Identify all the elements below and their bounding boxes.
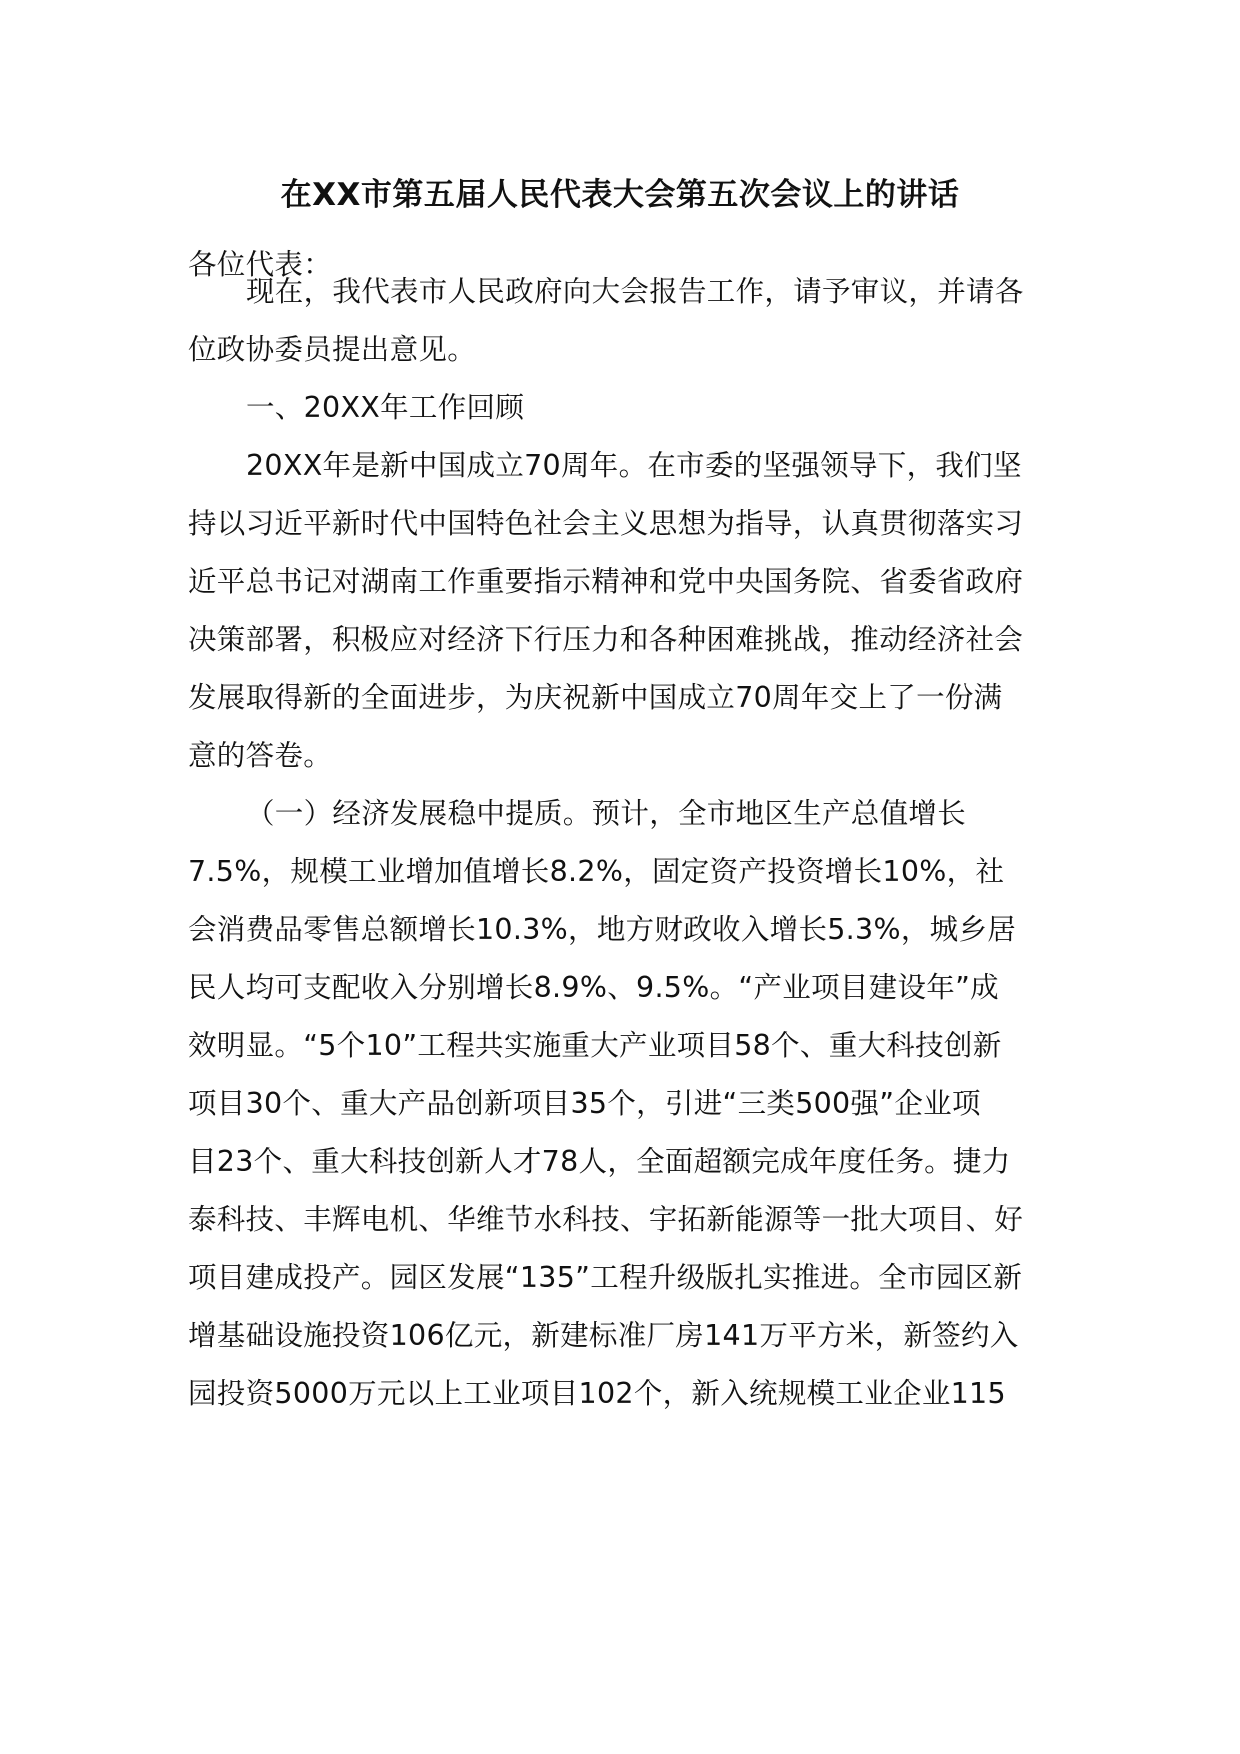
paragraph-line: 民人均可支配收入分别增长8.9%、9.5%。“产业项目建设年”成: [188, 971, 999, 1004]
salutation: 各位代表：: [188, 248, 333, 281]
paragraph-line: 位政协委员提出意见。: [188, 333, 477, 366]
paragraph-line: 项目建成投产。园区发展“135”工程升级版扎实推进。全市园区新: [188, 1261, 1023, 1294]
paragraph-line: 效明显。“5个10”工程共实施重大产业项目58个、重大科技创新: [188, 1029, 1002, 1062]
document-title: 在XX市第五届人民代表大会第五次会议上的讲话: [280, 177, 960, 213]
paragraph-line: 泰科技、丰辉电机、华维节水科技、宇拓新能源等一批大项目、好: [188, 1203, 1024, 1236]
paragraph-line: 决策部署，积极应对经济下行压力和各种困难挑战，推动经济社会: [188, 623, 1024, 656]
paragraph-line: 近平总书记对湖南工作重要指示精神和党中央国务院、省委省政府: [188, 565, 1024, 598]
paragraph-line: 意的答卷。: [188, 739, 333, 772]
paragraph-line: 现在，我代表市人民政府向大会报告工作，请予审议，并请各: [246, 275, 1024, 308]
section-heading: 一、20XX年工作回顾: [246, 391, 525, 424]
paragraph-line: 会消费品零售总额增长10.3%，地方财政收入增长5.3%，城乡居: [188, 913, 1017, 946]
paragraph-line: 7.5%，规模工业增加值增长8.2%，固定资产投资增长10%，社: [188, 855, 1005, 888]
paragraph-line: 目23个、重大科技创新人才78人，全面超额完成年度任务。捷力: [188, 1145, 1011, 1178]
paragraph-line: 20XX年是新中国成立70周年。在市委的坚强领导下，我们坚: [246, 449, 1022, 482]
paragraph-line: 持以习近平新时代中国特色社会主义思想为指导，认真贯彻落实习: [188, 507, 1024, 540]
paragraph-line: 园投资5000万元以上工业项目102个，新入统规模工业企业115: [188, 1377, 1006, 1410]
paragraph-line: 增基础设施投资106亿元，新建标准厂房141万平方米，新签约入: [188, 1319, 1019, 1352]
paragraph-line: 项目30个、重大产品创新项目35个，引进“三类500强”企业项: [188, 1087, 981, 1120]
paragraph-line: 发展取得新的全面进步，为庆祝新中国成立70周年交上了一份满: [188, 681, 1003, 714]
paragraph-line: （一）经济发展稳中提质。预计，全市地区生产总值增长: [246, 797, 967, 830]
